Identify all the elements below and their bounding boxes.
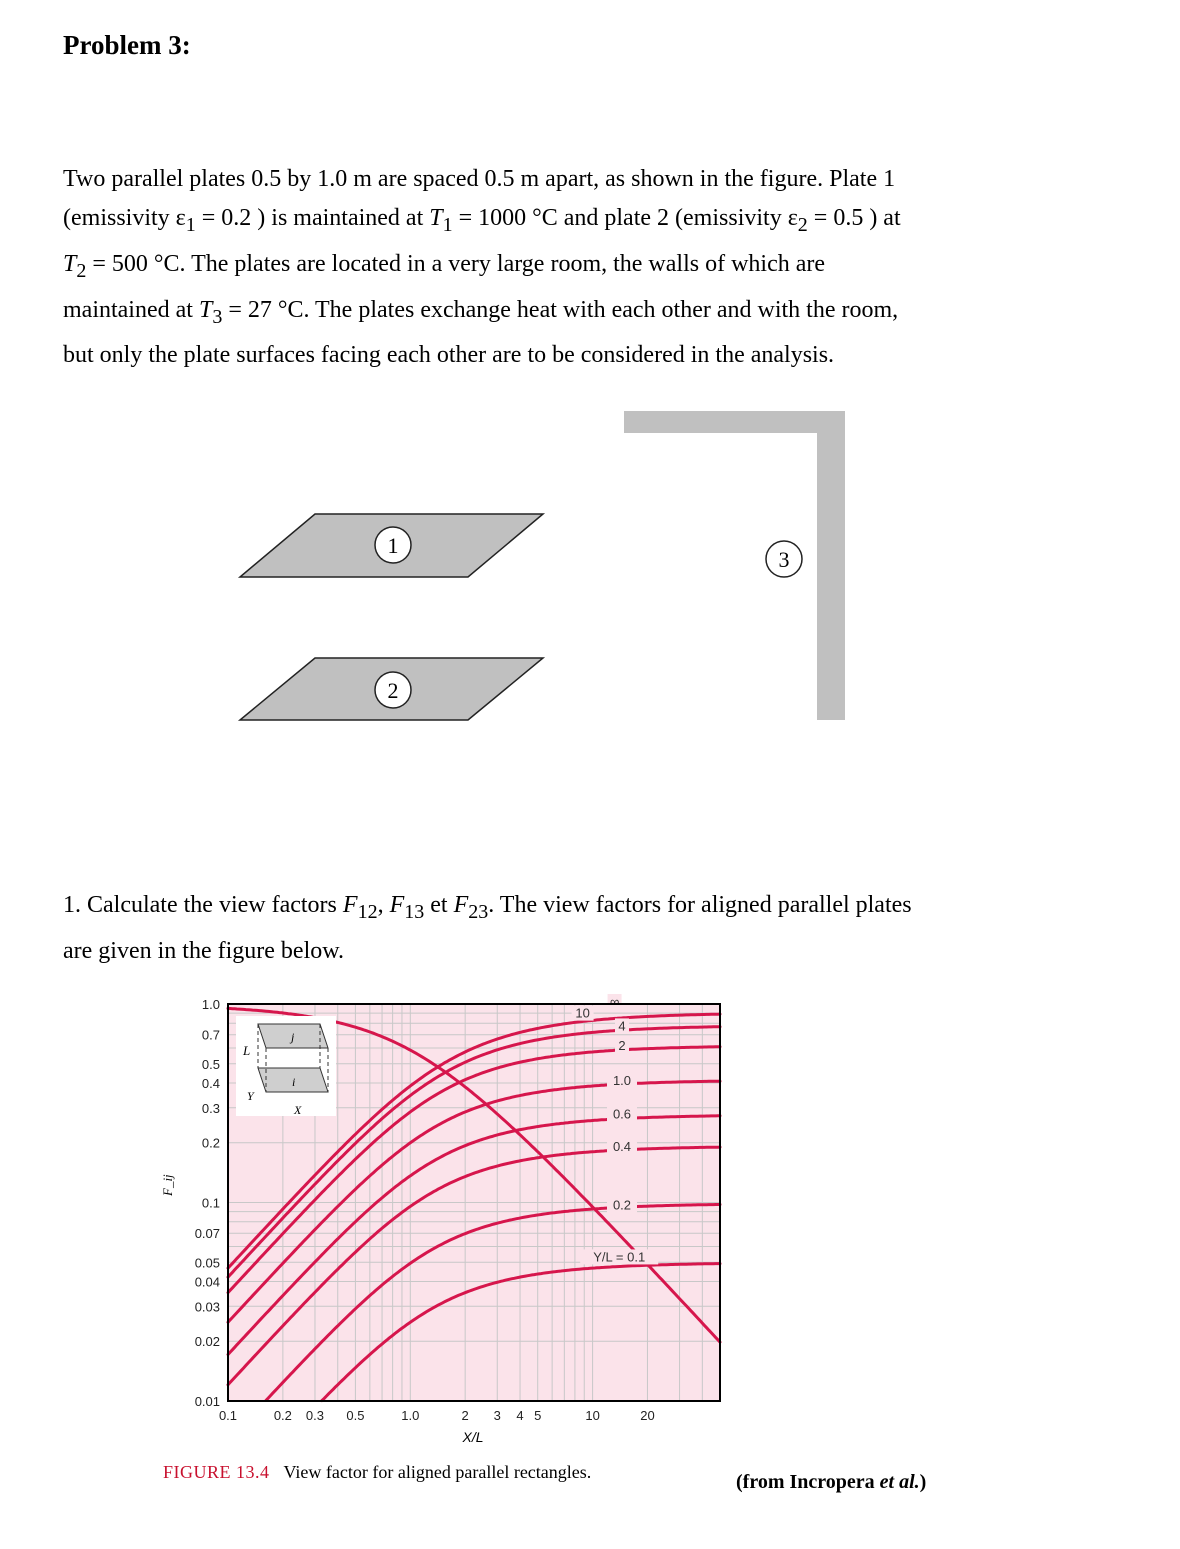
series-label: 0.6 — [612, 1106, 632, 1122]
y-tick-label: 0.3 — [201, 1100, 220, 1116]
svg-text:i: i — [292, 1075, 296, 1089]
plates-room-diagram — [0, 400, 1180, 740]
y-tick-label: 0.03 — [194, 1299, 220, 1315]
description-line-1: Two parallel plates 0.5 by 1.0 m are spaced 0.5 m apart, as shown in the figure. Plate 1 — [63, 166, 896, 192]
problem-title: Problem 3: — [63, 30, 191, 60]
series-label: ∞ — [609, 994, 620, 1009]
series-label: Y/L = 0.1 — [593, 1249, 646, 1265]
y-tick-label: 0.01 — [194, 1394, 220, 1409]
svg-text:X: X — [294, 1103, 302, 1117]
y-tick-label: 0.02 — [194, 1334, 220, 1350]
x-tick-label: 3 — [493, 1408, 501, 1423]
x-tick-label: 5 — [534, 1408, 542, 1423]
y-tick-label: 1.0 — [201, 997, 220, 1012]
description-line-5: but only the plate surfaces facing each other are to be considered in the analysis. — [63, 342, 835, 369]
room-wall — [624, 411, 845, 720]
y-tick-label: 0.2 — [201, 1135, 220, 1151]
figure-source: (from Incropera et al.) — [736, 1471, 927, 1493]
x-tick-labels — [219, 1408, 655, 1423]
figure-caption-text: View factor for aligned parallel rectangles. — [283, 1462, 592, 1482]
question-1: 1. Calculate the view factors $F_{12}$, $F_{13}$ et $F_{23}$. The view factors for aligned parallel plates are given in the figure below. — [63, 892, 912, 964]
x-tick-label: 0.2 — [273, 1408, 292, 1423]
series-label: 1.0 — [612, 1073, 632, 1089]
svg-text:L: L — [243, 1043, 251, 1058]
geometry-inset-icon — [236, 1016, 336, 1117]
view-factor-chart — [150, 990, 750, 1450]
y-tick-label: 0.1 — [201, 1195, 220, 1211]
y-tick-label: 0.07 — [194, 1226, 220, 1242]
y-tick-label: 0.05 — [194, 1255, 220, 1271]
svg-text:1: 1 — [387, 533, 399, 558]
x-tick-label: 0.1 — [218, 1408, 238, 1423]
series-label: 4 — [618, 1018, 626, 1034]
x-tick-label: 2 — [461, 1408, 469, 1423]
series-label: 0.4 — [612, 1138, 632, 1154]
y-axis-label: F_ij — [160, 1174, 175, 1196]
description-line-3: $T_2 = 500$ °C. The plates are located in a very large room, the walls of which are — [63, 250, 826, 282]
plate-1-label — [375, 527, 411, 563]
room-label — [766, 541, 802, 577]
series-label: 2 — [618, 1038, 626, 1054]
figure-number: FIGURE 13.4 — [163, 1462, 270, 1482]
y-tick-label: 0.7 — [201, 1027, 220, 1043]
description-line-2: (emissivity $\varepsilon_1 = 0.2$ ) is maintained at $T_1 = 1000$ °C and plate 2 (emissivity $\varepsilon_2 = 0.5$ ) at — [63, 205, 901, 236]
x-tick-label: 4 — [516, 1408, 524, 1423]
x-tick-label: 1.0 — [401, 1408, 420, 1423]
svg-text:2: 2 — [387, 678, 399, 703]
problem-description — [63, 160, 1083, 375]
svg-text:Y: Y — [247, 1089, 254, 1103]
y-tick-label: 0.4 — [201, 1075, 220, 1091]
figure-caption — [163, 1462, 591, 1483]
y-tick-labels — [195, 997, 220, 1409]
svg-text:j: j — [291, 1030, 295, 1044]
x-tick-label: 0.5 — [346, 1408, 365, 1423]
series-label: 0.2 — [612, 1197, 632, 1213]
x-tick-label: 20 — [640, 1408, 655, 1423]
description-line-4: maintained at $T_3 = 27$ °C. The plates exchange heat with each other and with the room, — [63, 296, 899, 328]
plate-2-label — [375, 672, 411, 708]
x-tick-label: 0.3 — [305, 1408, 325, 1423]
svg-text:3: 3 — [778, 547, 790, 572]
x-axis-label: X/L — [462, 1429, 484, 1445]
y-tick-label: 0.04 — [194, 1274, 220, 1290]
y-tick-label: 0.5 — [201, 1056, 220, 1072]
series-label: 10 — [575, 1005, 590, 1021]
x-tick-label: 10 — [585, 1408, 600, 1423]
